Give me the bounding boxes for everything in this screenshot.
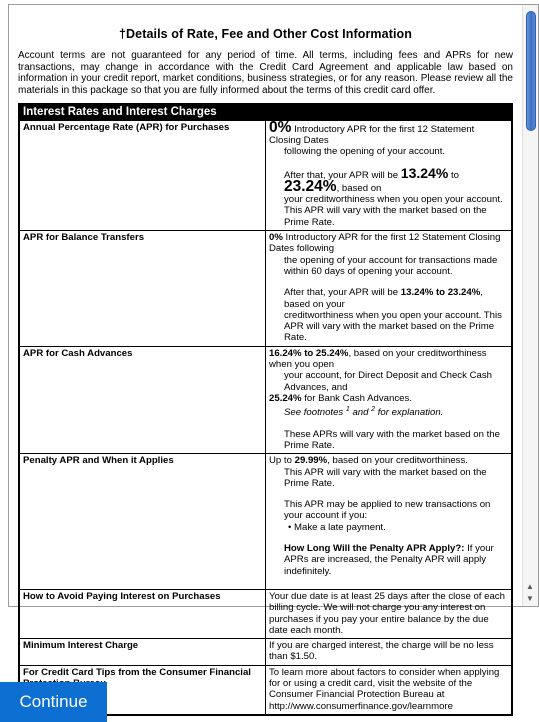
intro-paragraph: Account terms are not guaranteed for any period of time. All terms, including fees and APRs for new transactions, may change in accordance with the Credit Card Agreement and applicable law based on information in your credit report, market conditions, business strategies, or for any reason. Please review all the materials in this package so that you are fully informed about the terms of this credit card offer.: [18, 50, 513, 96]
avoid-interest-label: How to Avoid Paying Interest on Purchases: [19, 589, 266, 638]
table-row: [19, 346, 512, 454]
table-row: [19, 589, 512, 638]
scroll-up-icon[interactable]: ▲: [526, 582, 534, 591]
continue-button[interactable]: Continue: [0, 682, 107, 722]
table-row: [19, 454, 512, 590]
footnote-reference: See footnotes $^1$ and $^2$ for explanation.: [284, 406, 444, 419]
tips-label: For Credit Card Tips from the Consumer Financial: [19, 665, 266, 715]
scroll-down-icon[interactable]: ▼: [526, 594, 534, 603]
tips-value: To learn more about factors to consider when applying for or using a credit card, visit the website of the Consumer Financial Protection Bureau at http://www.consumerfinance.gov/learnmore: [266, 665, 513, 715]
page-title: †Details of Rate, Fee and Other Cost Information: [118, 27, 413, 41]
penalty-apr-label: Penalty APR and When it Applies: [19, 454, 266, 590]
cfpb-link[interactable]: http://www.consumerfinance.gov/learnmore: [269, 700, 453, 712]
table-row: [19, 231, 512, 347]
rates-table: [18, 103, 513, 716]
scroll-thumb[interactable]: [526, 11, 536, 131]
balance-transfer-label: APR for Balance Transfers: [19, 231, 266, 347]
balance-transfer-value: 0% Introductory APR for the first 12 Statement Closing Dates following the opening of your account for transactions made within 60 days of opening your account. After that, your APR will be 13.24% to 23.24%, based on your creditworthiness when you open your account. This APR will vary with the market based on the Prime Rate.: [266, 231, 513, 347]
cash-advance-value: 16.24% to 25.24%, based on your creditworthiness when you open your account, for Direct Deposit and Check Cash Advances, and 25.24% for Bank Cash Advances. See footnotes $^1$ and $^2$ for explanation. These APRs will vary with the market based on the Prime Rate.: [266, 346, 513, 454]
vertical-scrollbar[interactable]: [522, 5, 538, 606]
table-row: [19, 120, 512, 230]
purchase-apr-label: Annual Percentage Rate (APR) for Purchases: [19, 120, 266, 230]
min-charge-label: Minimum Interest Charge: [19, 639, 266, 666]
penalty-apr-value: Up to 29.99%, based on your creditworthiness. This APR will vary with the market based on the Prime Rate. This APR may be applied to new transactions on your account if you: • Make a late payment. How Long Will the Penalty APR Apply?: If your APRs are increased, the Penalty APR will apply indefinitely.: [266, 454, 513, 590]
avoid-interest-value: Your due date is at least 25 days after the close of each billing cycle. We will not charge you any interest on purchases if you pay your entire balance by the due date each month.: [266, 589, 513, 638]
min-charge-value: If you are charged interest, the charge will be no less than $1.50.: [266, 639, 513, 666]
table-banner: Interest Rates and Interest Charges: [19, 104, 512, 120]
cash-advance-label: APR for Cash Advances: [19, 346, 266, 454]
list-item: • Make a late payment.: [288, 521, 386, 533]
purchase-apr-value: 0% Introductory APR for the first 12 Statement Closing Dates following the opening of your account. After that, your APR will be 13.24% to 23.24%, based on your creditworthiness when you open your account. This APR will vary with the market based on the Prime Rate.: [266, 120, 513, 230]
table-row: [19, 639, 512, 666]
